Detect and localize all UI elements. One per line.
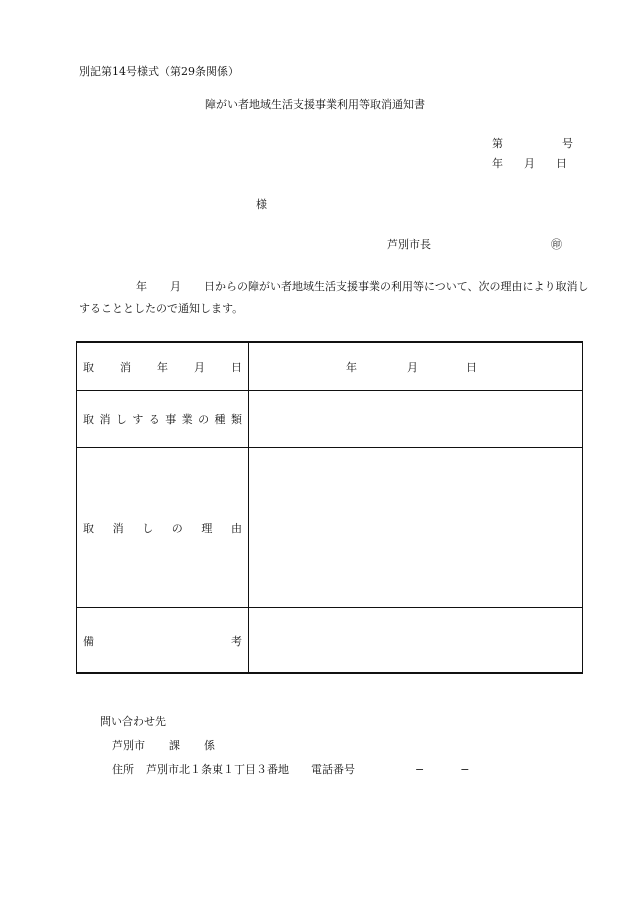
- label-char: 取: [83, 413, 94, 426]
- document-number: [492, 135, 573, 151]
- issue-date: [492, 155, 588, 171]
- address-label: 住所: [112, 763, 134, 776]
- table-row-remarks: [77, 608, 582, 674]
- document-title: 障がい者地域生活支援事業利用等取消通知書: [205, 98, 425, 111]
- label-char: 消: [99, 413, 111, 426]
- table-row-cancel-date: [77, 343, 582, 391]
- phone-dash-1: −: [415, 763, 425, 776]
- label-char: 業: [181, 413, 193, 426]
- go-label: 号: [562, 137, 573, 150]
- label-remarks: [77, 608, 249, 674]
- label-char: 由: [230, 521, 242, 535]
- label-char: す: [132, 413, 144, 426]
- label-char: る: [148, 413, 160, 426]
- label-char: の: [171, 521, 183, 535]
- value-reason: [249, 448, 582, 607]
- label-char: 取: [83, 521, 94, 535]
- addressee-suffix: 様: [256, 198, 267, 211]
- year-label: 年: [492, 157, 503, 170]
- value-business-type: [249, 391, 582, 447]
- seal-mark: ㊞: [551, 238, 562, 251]
- label-char: し: [115, 413, 127, 426]
- value-remarks: [249, 608, 582, 674]
- value-cancel-date: [249, 343, 582, 390]
- notice-body: [79, 276, 591, 320]
- label-char: 事: [165, 413, 177, 426]
- value-day: 日: [466, 360, 477, 374]
- label-char: 消: [120, 360, 131, 374]
- body-text: 日からの障がい者地域生活支援事業の利用等について、次の理由により取消しすることとしたので通知します。: [79, 280, 589, 315]
- day-label: 日: [556, 157, 567, 170]
- month-label: 月: [524, 157, 535, 170]
- label-char: 月: [194, 360, 205, 374]
- body-month: 月: [170, 280, 181, 293]
- label-reason: [77, 448, 249, 607]
- label-char: 考: [231, 635, 242, 648]
- body-year: 年: [136, 280, 147, 293]
- contact-city: 芦別市: [112, 739, 145, 752]
- contact-ka: 課: [169, 739, 180, 752]
- details-table: [76, 341, 583, 674]
- label-char: 日: [231, 360, 242, 374]
- label-cancel-date: [77, 343, 249, 390]
- label-char: の: [198, 413, 210, 426]
- value-year: 年: [346, 360, 357, 374]
- table-row-reason: [77, 448, 582, 608]
- label-char: 理: [201, 521, 213, 535]
- phone-label: 電話番号: [311, 763, 355, 776]
- address-value: 芦別市北１条東１丁目３番地: [146, 763, 289, 776]
- value-month: 月: [407, 360, 418, 374]
- contact-block: [100, 710, 469, 782]
- contact-kakari: 係: [204, 739, 215, 752]
- label-char: 備: [83, 635, 94, 648]
- phone-dash-2: −: [460, 763, 470, 776]
- label-business-type: [77, 391, 249, 447]
- table-row-business-type: [77, 391, 582, 448]
- contact-department: [100, 734, 469, 758]
- contact-address: [100, 758, 469, 782]
- label-char: 消: [112, 521, 124, 535]
- contact-heading: 問い合わせ先: [100, 715, 166, 728]
- label-char: 年: [157, 360, 168, 374]
- label-char: 取: [83, 360, 94, 374]
- dai-label: 第: [492, 137, 503, 150]
- label-char: し: [142, 521, 154, 535]
- sender-name: 芦別市長: [387, 238, 431, 251]
- label-char: 種: [214, 413, 226, 426]
- form-number: 別記第14号様式（第29条関係）: [79, 65, 239, 78]
- label-char: 類: [230, 413, 242, 426]
